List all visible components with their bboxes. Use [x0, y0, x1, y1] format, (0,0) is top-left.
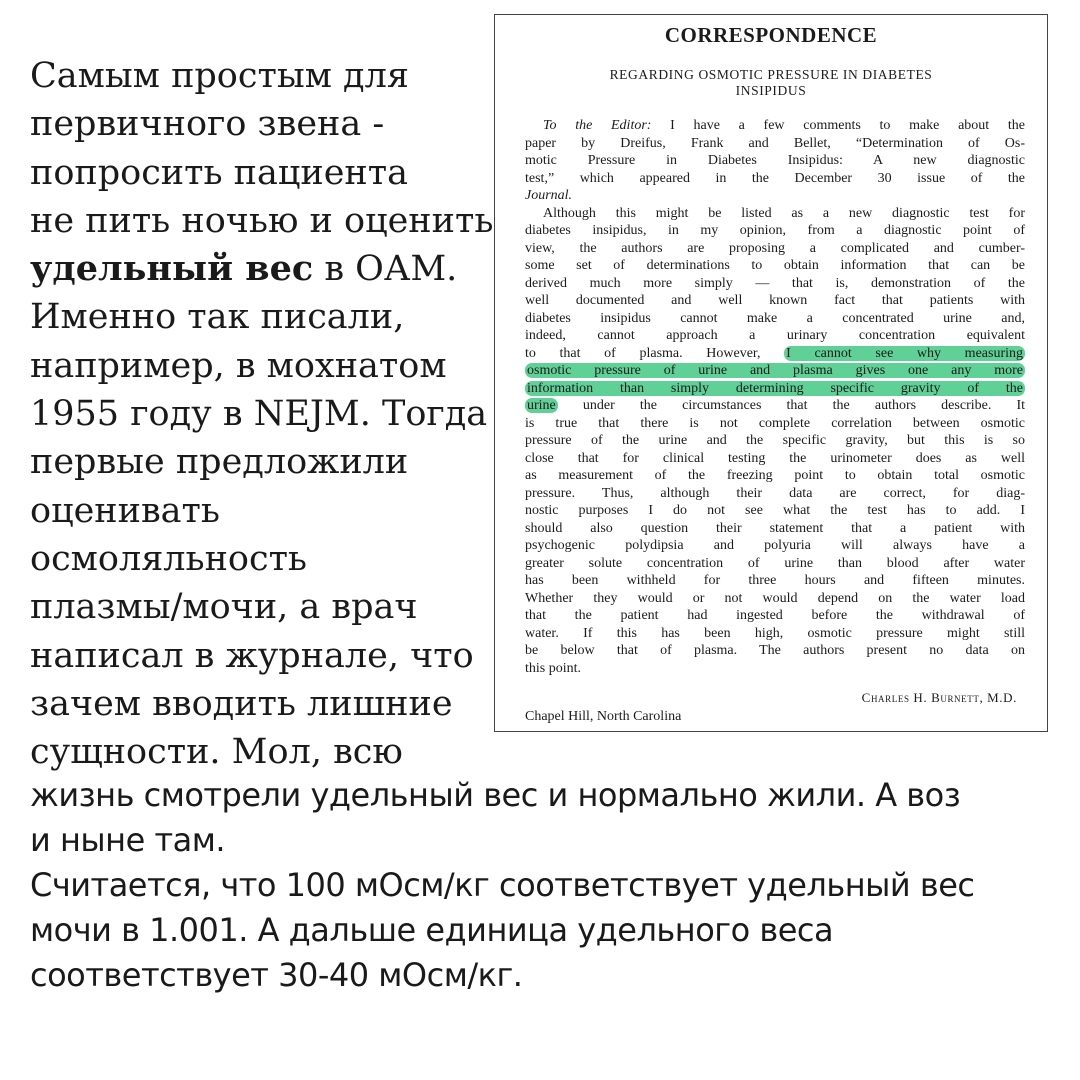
commentary-serif — [30, 52, 500, 776]
letter-line: well documented and well known fact that patients with — [525, 293, 1025, 308]
letter-line: To the Editor: I have a few comments to make about the — [543, 118, 1025, 133]
letter-line — [525, 187, 1025, 205]
commentary-line: оценивать — [30, 490, 220, 531]
letter-line: Although this might be listed as a new diagnostic test for — [543, 205, 1025, 221]
commentary-line: осмоляльность — [30, 538, 307, 579]
letter-line: view, the authors are proposing a complicated and cumber- — [525, 240, 1025, 256]
highlighted-text: I cannot see why measuring — [786, 345, 1023, 361]
commentary-line: и ныне там. — [30, 821, 225, 859]
letter-line: pressure. Thus, although their data are correct, for diag- — [525, 485, 1025, 501]
letter-line: water. If this has been high, osmotic pressure might still — [525, 625, 1025, 641]
salutation: To the Editor: — [543, 118, 652, 133]
letter-line: should also question their statement that a patient with — [525, 520, 1025, 536]
letter-line: motic Pressure in Diabetes Insipidus: A new diagnostic — [525, 153, 1025, 168]
commentary-line: 1955 году в NEJM. Тогда — [30, 394, 488, 435]
commentary-line-with-bold — [30, 245, 500, 293]
letter-line: greater solute concentration of urine than blood after water — [525, 555, 1025, 571]
journal-name: Journal. — [525, 188, 573, 203]
commentary-line: мочи в 1.001. А дальше единица удельного веса — [30, 911, 834, 949]
commentary-line: например, в мохнатом — [30, 345, 447, 386]
letter-line: as measurement of the freezing point to obtain total osmotic — [525, 468, 1025, 483]
highlighted-text: information than simply determining specific gravity of the — [527, 380, 1023, 396]
letter-line: paper by Dreifus, Frank and Bellet, “Determination of Os- — [525, 135, 1025, 151]
letter-line: test,” which appeared in the December 30 issue of the — [525, 170, 1025, 186]
subheading-line: REGARDING OSMOTIC PRESSURE IN DIABETES — [609, 67, 933, 82]
letter-line: some set of determinations to obtain information that can be — [525, 258, 1025, 273]
subheading-line: INSIPIDUS — [735, 83, 807, 98]
signature: Charles H. Burnett, M.D. — [861, 690, 1017, 705]
commentary-line: соответствует 30-40 мОсм/кг. — [30, 956, 523, 994]
letter-line — [525, 362, 1025, 380]
letter-line: be below that of plasma. The authors present no data on — [525, 643, 1025, 658]
commentary-line: Именно так писали, — [30, 297, 405, 338]
clipping-subheading — [495, 67, 1047, 99]
highlighted-text: osmotic pressure of urine and plasma gives one any more — [527, 363, 1023, 378]
commentary-line: написал в журнале, что — [30, 635, 474, 676]
commentary-line: первые предложили — [30, 442, 409, 483]
letter-line: pressure of the urine and the specific gravity, but this is so — [525, 433, 1025, 448]
commentary-fragment: в ОАМ. — [313, 249, 458, 290]
commentary-line: первичного звена - — [30, 104, 385, 145]
commentary-line: плазмы/мочи, а врач — [30, 587, 418, 628]
letter-line: diabetes insipidus, in my opinion, from a diagnostic point of — [525, 223, 1025, 238]
letter-line: psychogenic polydipsia and polyuria will always have a — [525, 538, 1025, 553]
letter-line: this point. — [525, 660, 582, 676]
letter-line: derived much more simply — that is, demonstration of the — [525, 275, 1025, 291]
letter-line: close that for clinical testing the urinometer does as well — [525, 450, 1025, 466]
journal-clipping — [494, 14, 1048, 732]
letter-line: to that of plasma. However, I cannot see why measuring — [525, 345, 1023, 361]
letter-line: Whether they would or not would depend on the water load — [525, 590, 1025, 606]
letter-line: nostic purposes I do not see what the test has to add. I — [525, 503, 1025, 518]
letter-line: indeed, cannot approach a urinary concentration equivalent — [525, 328, 1025, 343]
letter-line: has been withheld for three hours and fifteen minutes. — [525, 573, 1025, 588]
commentary-line: Считается, что 100 мОсм/кг соответствует удельный вес — [30, 866, 975, 904]
commentary-line: попросить пациента — [30, 152, 408, 193]
letter-line: that the patient had ingested before the withdrawal of — [525, 608, 1025, 623]
letter-line: urine under the circumstances that the authors describe. It — [527, 398, 1025, 413]
letter-line: is true that there is not complete correlation between osmotic — [525, 415, 1025, 431]
clipping-heading: CORRESPONDENCE — [664, 23, 878, 47]
commentary-line: не пить ночью и оценить — [30, 200, 494, 241]
letter-line: diabetes insipidus cannot make a concentrated urine and, — [525, 310, 1025, 326]
bold-phrase: удельный вес — [30, 248, 314, 290]
commentary-sans — [30, 773, 1060, 998]
commentary-line: зачем вводить лишние — [30, 683, 453, 724]
commentary-line: жизнь смотрели удельный вес и нормально жили. А воз — [30, 776, 961, 814]
commentary-line: сущности. Мол, всю — [30, 732, 403, 773]
commentary-line: Самым простым для — [30, 56, 409, 96]
highlighted-text: urine — [527, 398, 556, 413]
letter-body — [525, 117, 1025, 677]
letter-line — [525, 380, 1025, 398]
signature-place: Chapel Hill, North Carolina — [525, 709, 682, 724]
